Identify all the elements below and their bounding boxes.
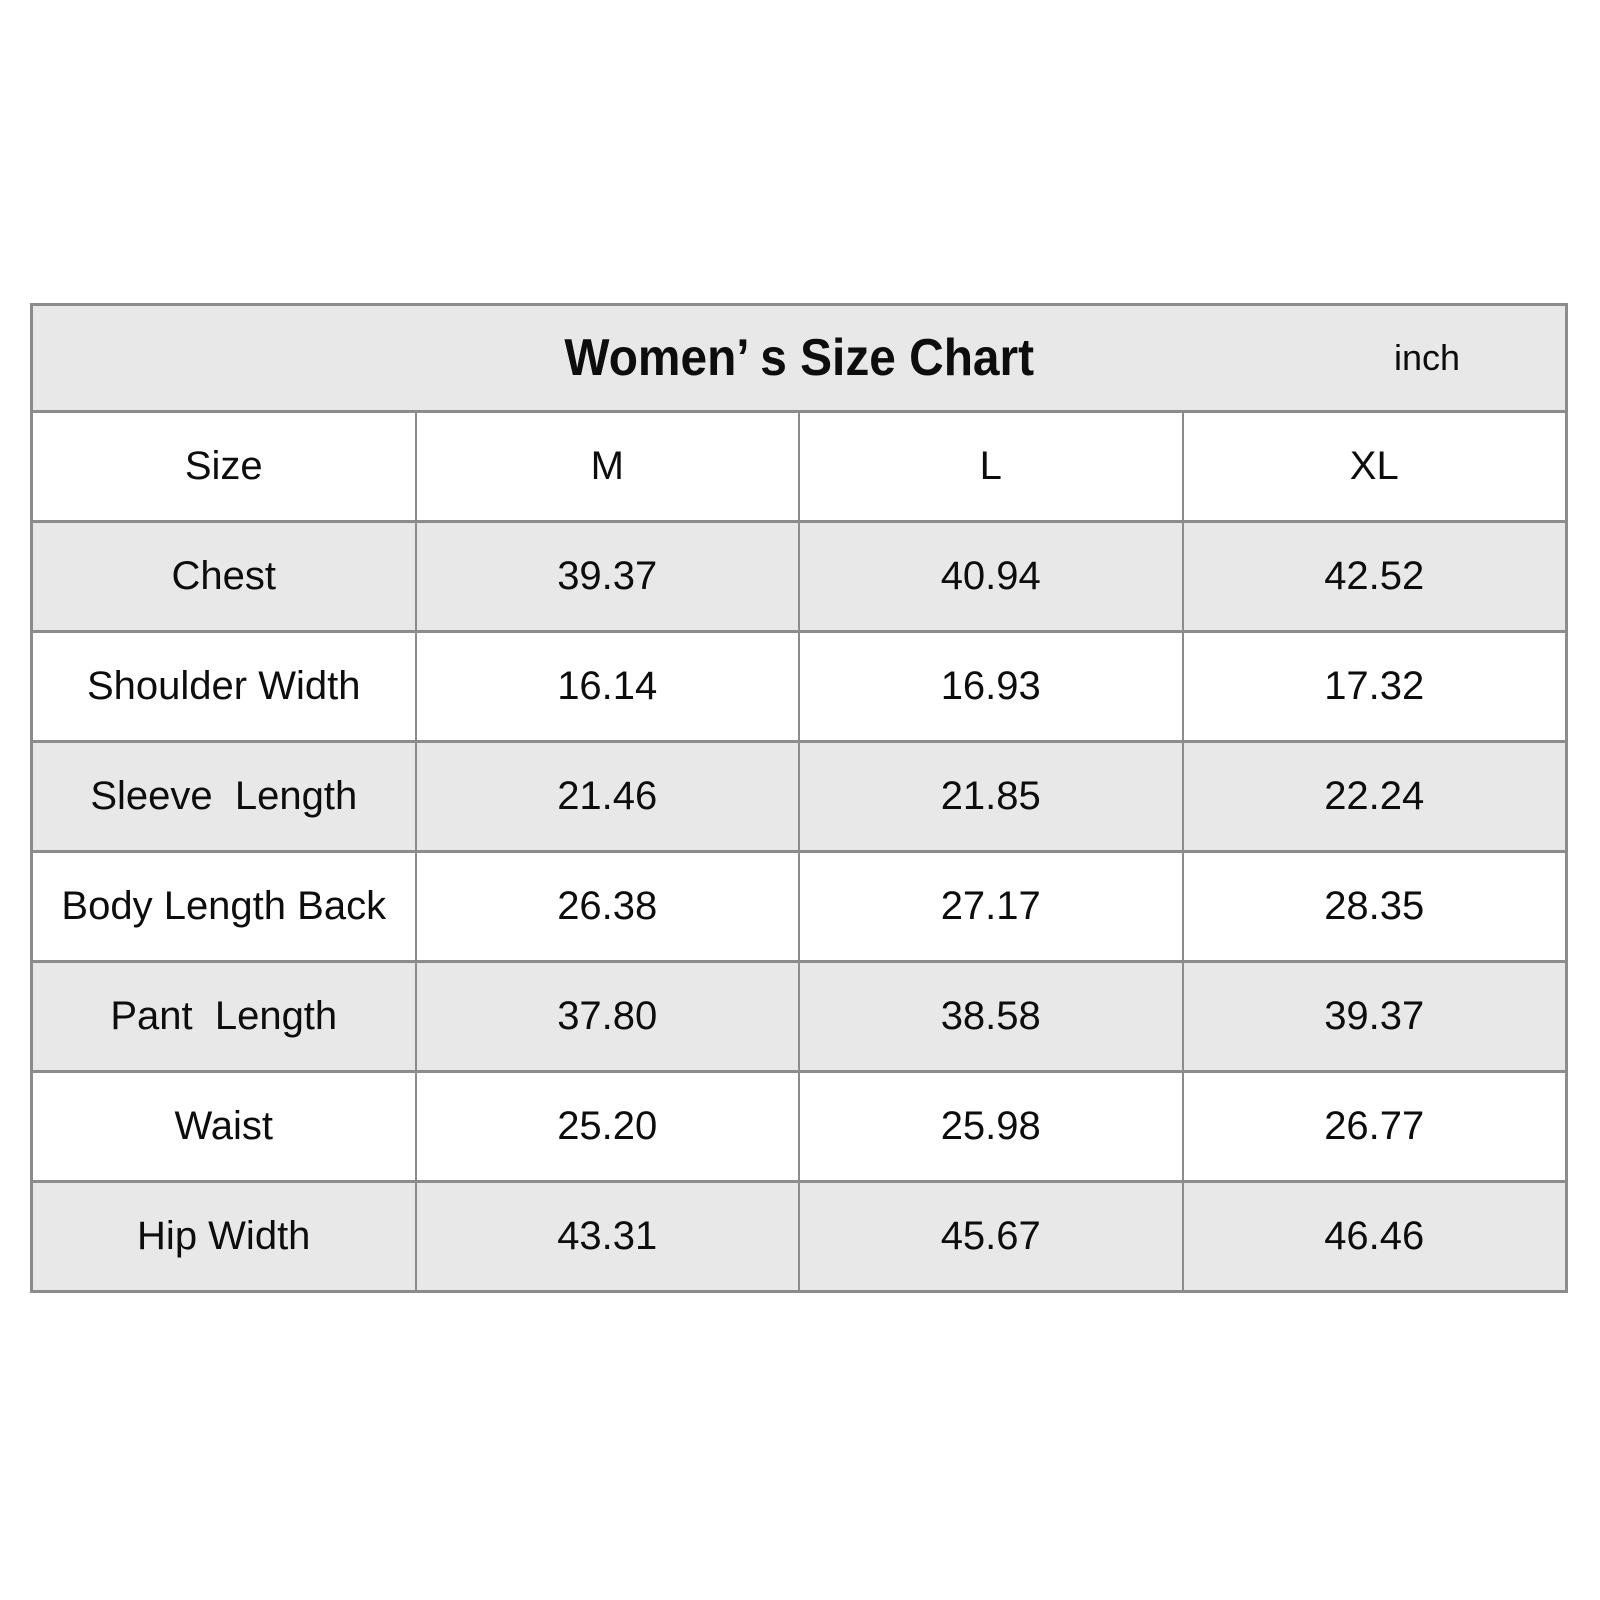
column-header-size: Size <box>33 413 415 520</box>
pant-length-l-value: 38.58 <box>800 963 1182 1070</box>
waist-m-value: 25.20 <box>417 1073 799 1180</box>
row-label-body-length-back: Body Length Back <box>33 853 415 960</box>
chest-xl-value: 42.52 <box>1184 523 1566 630</box>
row-label-waist: Waist <box>33 1073 415 1180</box>
shoulder-width-m-value: 16.14 <box>417 633 799 740</box>
shoulder-width-l-value: 16.93 <box>800 633 1182 740</box>
size-chart-table <box>30 303 1568 1293</box>
sleeve-length-l-value: 21.85 <box>800 743 1182 850</box>
chest-l-value: 40.94 <box>800 523 1182 630</box>
waist-xl-value: 26.77 <box>1184 1073 1566 1180</box>
body-length-back-xl-value: 28.35 <box>1184 853 1566 960</box>
column-header-xl: XL <box>1184 413 1566 520</box>
waist-l-value: 25.98 <box>800 1073 1182 1180</box>
chest-m-value: 39.37 <box>417 523 799 630</box>
pant-length-m-value: 37.80 <box>417 963 799 1070</box>
hip-width-l-value: 45.67 <box>800 1183 1182 1290</box>
row-label-hip-width: Hip Width <box>33 1183 415 1290</box>
row-label-sleeve-length: Sleeve Length <box>33 743 415 850</box>
table-grid <box>33 413 1565 1290</box>
hip-width-xl-value: 46.46 <box>1184 1183 1566 1290</box>
body-length-back-l-value: 27.17 <box>800 853 1182 960</box>
row-label-shoulder-width: Shoulder Width <box>33 633 415 740</box>
sleeve-length-xl-value: 22.24 <box>1184 743 1566 850</box>
sleeve-length-m-value: 21.46 <box>417 743 799 850</box>
body-length-back-m-value: 26.38 <box>417 853 799 960</box>
hip-width-m-value: 43.31 <box>417 1183 799 1290</box>
row-label-chest: Chest <box>33 523 415 630</box>
unit-label: inch <box>1393 337 1460 378</box>
column-header-l: L <box>800 413 1182 520</box>
column-header-m: M <box>417 413 799 520</box>
table-title: Women’ s Size Chart <box>564 329 1034 387</box>
shoulder-width-xl-value: 17.32 <box>1184 633 1566 740</box>
table-title-row <box>33 306 1565 410</box>
row-label-pant-length: Pant Length <box>33 963 415 1070</box>
pant-length-xl-value: 39.37 <box>1184 963 1566 1070</box>
